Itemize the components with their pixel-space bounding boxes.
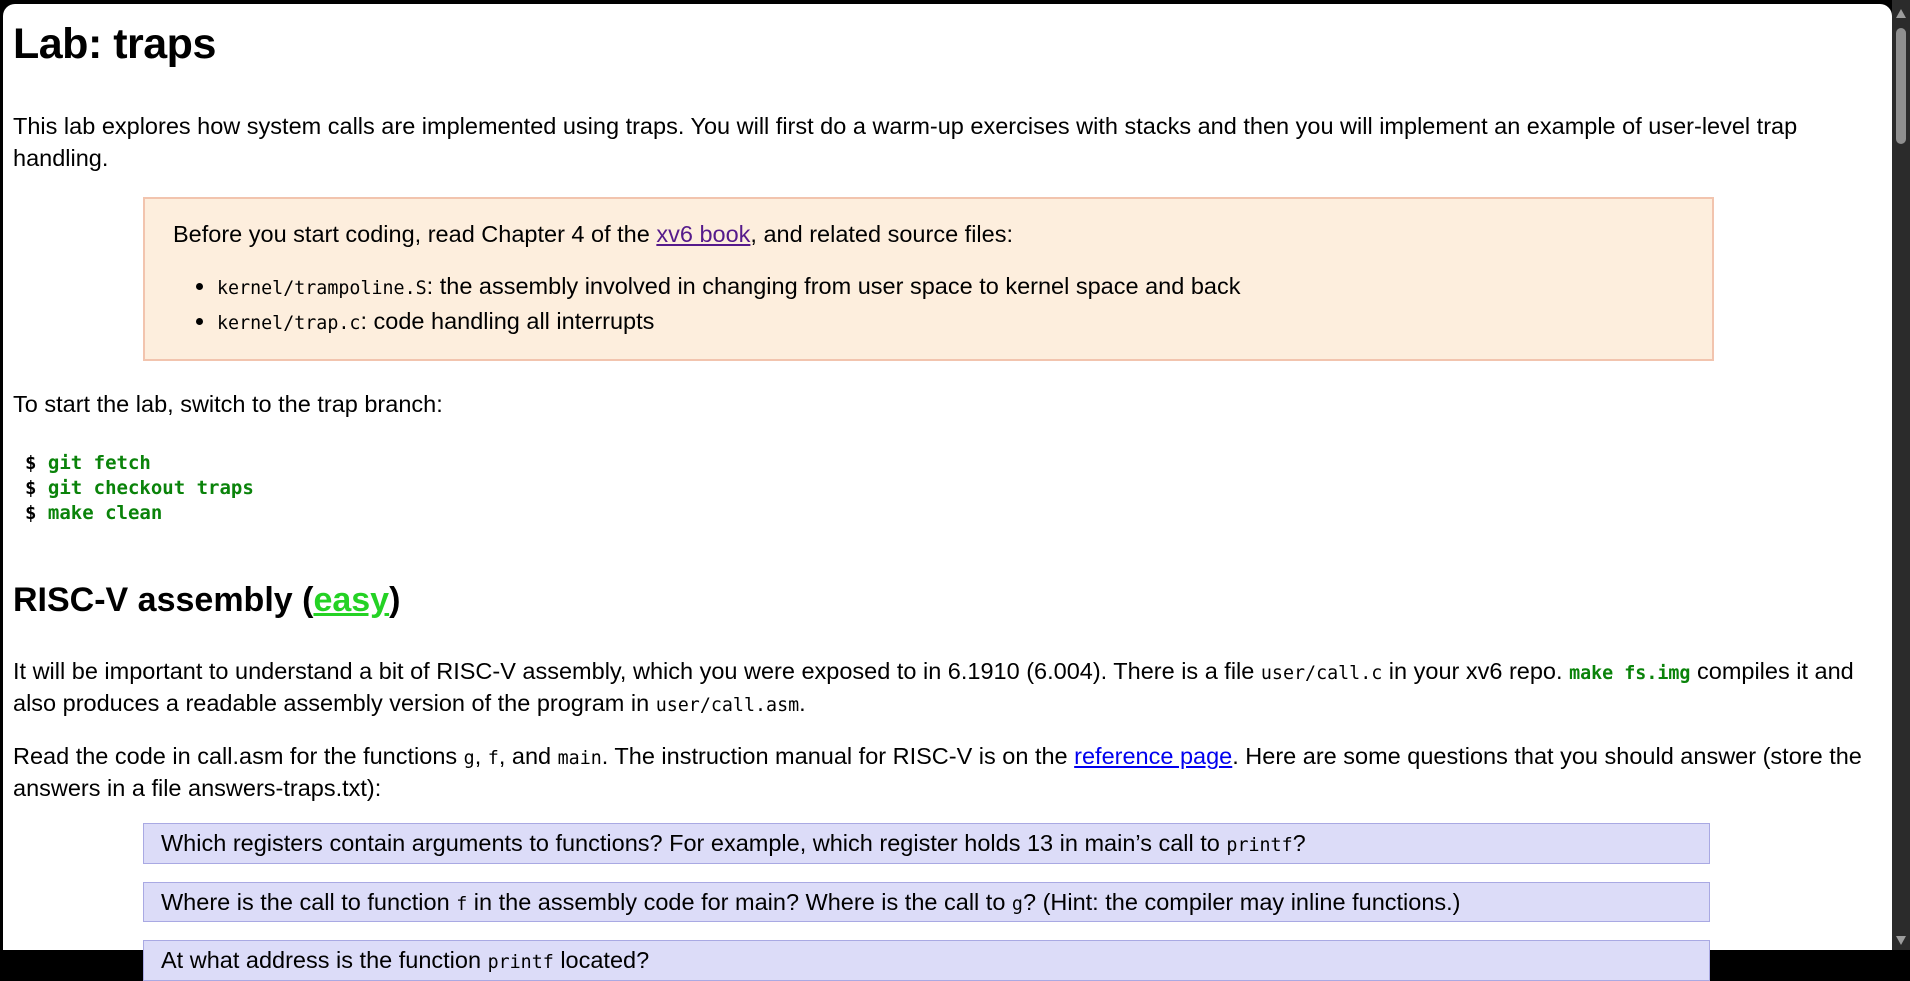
file-path-code: user/call.c (1260, 662, 1383, 684)
command-line (25, 476, 1880, 501)
question-box-printf-address (143, 940, 1710, 981)
start-lab-label: To start the lab, switch to the trap branch: (13, 391, 443, 418)
paragraph-text: . (799, 689, 806, 716)
file-path-code: kernel/trap.c (217, 313, 361, 335)
paragraph-text: , (474, 743, 488, 770)
question-text: located? (553, 947, 650, 974)
command-line (25, 501, 1880, 526)
shell-command: git checkout traps (47, 477, 254, 500)
required-reading-box (143, 197, 1714, 361)
function-name-code: printf (1226, 835, 1293, 857)
assembly-intro-paragraph (13, 656, 1877, 720)
paragraph-text: in your xv6 repo. (1382, 657, 1570, 684)
question-text: Where is the call to function (161, 888, 457, 915)
reading-item-text: : the assembly involved in changing from user space to kernel space and back (426, 272, 1241, 299)
shell-prompt: $ (25, 502, 48, 525)
function-name-code: main (557, 748, 602, 770)
page-title: Lab: traps (13, 20, 216, 68)
file-path-code: user/call.asm (655, 694, 800, 716)
command-line (25, 451, 1880, 476)
reading-list-item (217, 304, 1684, 339)
scroll-up-icon[interactable] (1896, 9, 1906, 18)
paragraph-text: compiles it and also produces a readable assembly version of the program in (13, 657, 1854, 716)
intro-paragraph: This lab explores how system calls are implemented using traps. You will first do a warm-up exercises with stacks and then you will implement an example of user-level trap handling. (13, 113, 1798, 171)
lab-page-content (3, 4, 1892, 974)
heading-text: RISC-V assembly ( (13, 580, 314, 619)
reading-lead (173, 219, 1684, 251)
reading-item-text: : code handling all interrupts (360, 308, 655, 335)
function-name-code: printf (487, 952, 554, 974)
shell-command: make clean (47, 502, 163, 525)
question-box-function-calls (143, 882, 1710, 923)
paragraph-text: It will be important to understand a bit of RISC-V assembly, which you were exposed to in 6.1910 (6.004). There is a file (13, 657, 1261, 684)
paragraph-text: . The instruction manual for RISC-V is on the (601, 743, 1075, 770)
question-text: ? (1292, 830, 1306, 857)
heading-text-after: ) (389, 580, 401, 619)
reading-list-item (217, 269, 1684, 304)
reading-lead-text: Before you start coding, read Chapter 4 of the (173, 220, 657, 247)
function-name-code: g (463, 748, 475, 770)
paragraph-text: . Here are some questions that you should answer (store the answers in a file answers-traps.txt): (13, 743, 1862, 802)
paragraph-text: , and (498, 743, 558, 770)
git-commands-block (13, 451, 1880, 526)
function-name-code: f (487, 748, 499, 770)
scrollbar-thumb[interactable] (1896, 28, 1906, 144)
read-code-paragraph (13, 741, 1877, 805)
question-text: ? (Hint: the compiler may inline functions.) (1022, 888, 1461, 915)
make-command-code: make fs.img (1569, 662, 1691, 684)
vertical-scrollbar[interactable] (1892, 0, 1910, 950)
paragraph-text: Read the code in call.asm for the functions (13, 743, 464, 770)
function-name-code: g (1011, 893, 1023, 915)
function-name-code: f (456, 893, 468, 915)
reading-list (173, 269, 1684, 340)
easy-difficulty-link[interactable]: easy (313, 580, 390, 619)
question-text: in the assembly code for main? Where is the call to (467, 888, 1012, 915)
question-text: At what address is the function (161, 947, 488, 974)
shell-command: git fetch (47, 452, 151, 475)
reading-lead-text-after: , and related source files: (750, 220, 1013, 247)
scroll-down-icon[interactable] (1896, 936, 1906, 945)
shell-prompt: $ (25, 477, 48, 500)
shell-prompt: $ (25, 452, 48, 475)
risc-v-assembly-heading (13, 581, 1880, 620)
file-path-code: kernel/trampoline.S (217, 277, 427, 299)
question-box-registers (143, 823, 1710, 864)
question-text: Which registers contain arguments to functions? For example, which register holds 13 in main’s call to (161, 830, 1227, 857)
xv6-book-link[interactable]: xv6 book (656, 220, 751, 247)
reference-page-link[interactable]: reference page (1074, 743, 1233, 770)
